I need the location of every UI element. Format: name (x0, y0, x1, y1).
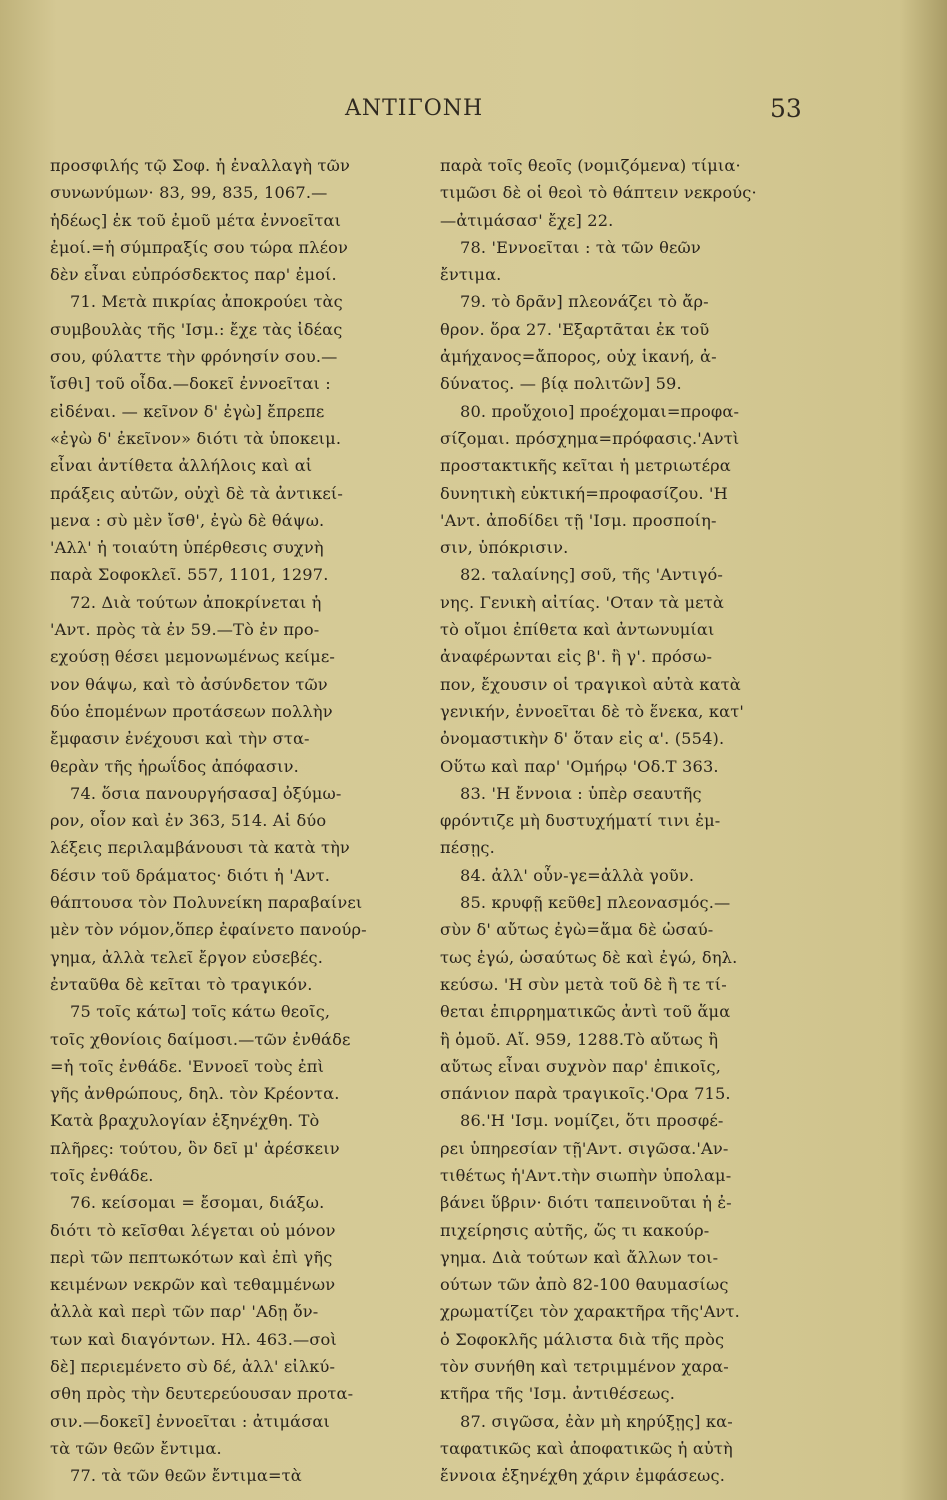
text-line: ρει ὑπηρεσίαν τῇ'Αντ. σιγῶσα.'Αν- (440, 1138, 729, 1158)
right-column (440, 152, 798, 1490)
text-line: των καὶ διαγόντων. Ηλ. 463.—σοὶ (50, 1329, 337, 1349)
text-line: κεύσω. 'Η σὺν μετὰ τοῦ δὲ ἢ τε τί- (440, 974, 727, 994)
text-line: ἀμήχανος=ἄπορος, οὐχ ἱκανή, ἀ- (440, 347, 717, 367)
text-line: ἢ ὁμοῦ. Αἴ. 959, 1288.Τὸ αὔτως ἢ (440, 1029, 719, 1049)
text-line: σθη πρὸς τὴν δευτερεύουσαν προτα- (50, 1384, 354, 1404)
text-line: —ἀτιμάσασ' ἔχε] 22. (440, 210, 614, 230)
text-line: νον θάψω, καὶ τὸ ἀσύνδετον τῶν (50, 674, 328, 694)
text-line: =ἡ τοῖς ἐνθάδε. 'Εννοεῖ τοὺς ἐπὶ (50, 1056, 325, 1076)
page-header (0, 96, 947, 130)
text-line: δέσιν τοῦ δράματος· διότι ἡ 'Αντ. (50, 865, 331, 885)
text-line: θερὰν τῆς ἡρωΐδος ἀπόφασιν. (50, 756, 299, 776)
text-line: θρον. ὅρα 27. 'Εξαρτᾶται ἐκ τοῦ (440, 319, 710, 339)
text-line: σιν, ὑπόκρισιν. (440, 538, 569, 558)
text-line: πιχείρησις αὐτῆς, ὥς τι κακούρ- (440, 1220, 710, 1240)
text-line: γημα, ἀλλὰ τελεῖ ἔργον εὐσεβές. (50, 947, 324, 967)
text-line: κτῆρα τῆς 'Ισμ. ἀντιθέσεως. (440, 1384, 676, 1404)
text-line: πον, ἔχουσιν οἱ τραγικοὶ αὐτὰ κατὰ (440, 674, 741, 694)
text-line: 72. Διὰ τούτων ἀποκρίνεται ἡ (70, 592, 322, 612)
text-line: δὲ] περιεμένετο σὺ δέ, ἀλλ' εἰλκύ- (50, 1357, 336, 1377)
text-line: 78. 'Εννοεῖται : τὰ τῶν θεῶν (460, 237, 701, 257)
page-number: 53 (770, 94, 802, 123)
text-line: σιν.—δοκεῖ] ἐννοεῖται : ἀτιμάσαι (50, 1411, 331, 1431)
text-line: 76. κείσομαι = ἔσομαι, διάξω. (70, 1193, 325, 1213)
text-line: 87. σιγῶσα, ἐὰν μὴ κηρύξῃς] κα- (460, 1411, 733, 1431)
text-line: ὁ Σοφοκλῆς μάλιστα διὰ τῆς πρὸς (440, 1329, 725, 1349)
text-line: 82. ταλαίνης] σοῦ, τῆς 'Αντιγό- (460, 565, 723, 585)
text-line: 84. ἀλλ' οὖν-γε=ἀλλὰ γοῦν. (460, 865, 695, 885)
left-column (50, 152, 405, 1490)
text-line: ἡδέως] ἐκ τοῦ ἐμοῦ μέτα ἐννοεῖται (50, 210, 342, 230)
text-line: ούτων τῶν ἀπὸ 82-100 θαυμασίως (440, 1275, 729, 1295)
running-title: ΑΝΤΙΓΟΝΗ (345, 96, 484, 121)
text-line: ἀλλὰ καὶ περὶ τῶν παρ' 'Αδῃ ὄν- (50, 1302, 319, 1322)
text-line: παρὰ Σοφοκλεῖ. 557, 1101, 1297. (50, 565, 329, 585)
text-line: 'Αντ. πρὸς τὰ ἐν 59.—Τὸ ἐν προ- (50, 620, 320, 640)
text-line: θάπτουσα τὸν Πολυνείκη παραβαίνει (50, 893, 363, 913)
text-line: διότι τὸ κεῖσθαι λέγεται οὐ μόνον (50, 1220, 336, 1240)
text-line: προστακτικῆς κεῖται ἡ μετριωτέρα (440, 456, 731, 476)
text-line: ἔμφασιν ἐνέχουσι καὶ τὴν στα- (50, 729, 310, 749)
text-line: γημα. Διὰ τούτων καὶ ἄλλων τοι- (440, 1247, 719, 1267)
text-line: τιθέτως ἡ'Αντ.τὴν σιωπὴν ὑπολαμ- (440, 1165, 732, 1185)
text-line: σου, φύλαττε τὴν φρόνησίν σου.— (50, 347, 338, 367)
text-line: τοῖς χθονίοις δαίμοσι.—τῶν ἐνθάδε (50, 1029, 351, 1049)
text-line: ρον, οἷον καὶ ἐν 363, 514. Αἱ δύο (50, 811, 327, 831)
text-line: ταφατικῶς καὶ ἀποφατικῶς ἡ αὐτὴ (440, 1438, 733, 1458)
text-line: λέξεις περιλαμβάνουσι τὰ κατὰ τὴν (50, 838, 350, 858)
text-line: προσφιλής τῷ Σοφ. ἡ ἐναλλαγὴ τῶν (50, 156, 350, 175)
text-line: δύο ἑπομένων προτάσεων πολλὴν (50, 701, 333, 721)
text-line: 71. Μετὰ πικρίας ἀποκρούει τὰς (70, 292, 343, 312)
text-line: τοῖς ἐνθάδε. (50, 1165, 154, 1185)
text-line: πλῆρες: τούτου, ὃν δεῖ μ' ἀρέσκειν (50, 1138, 340, 1158)
text-line: παρὰ τοῖς θεοῖς (νομιζόμενα) τίμια· (440, 156, 741, 175)
text-line: τὸ οἴμοι ἐπίθετα καὶ ἀντωνυμίαι (440, 620, 715, 640)
text-line: σίζομαι. πρόσχημα=πρόφασις.'Αντὶ (440, 428, 740, 448)
text-line: αὔτως εἶναι συχνὸν παρ' ἐπικοῖς, (440, 1056, 721, 1076)
text-line: ἐμοί.=ἡ σύμπραξίς σου τώρα πλέον (50, 237, 349, 257)
text-line: νης. Γενικὴ αἰτίας. 'Οταν τὰ μετὰ (440, 592, 724, 612)
text-line: δυνητικὴ εὐκτική=προφασίζου. 'Η (440, 483, 728, 503)
text-line: 83. 'Η ἔννοια : ὑπὲρ σεαυτῆς (460, 783, 702, 803)
text-line: πράξεις αὐτῶν, οὐχὶ δὲ τὰ ἀντικεί- (50, 483, 343, 503)
text-line: γῆς ἀνθρώπους, δηλ. τὸν Κρέοντα. (50, 1084, 340, 1104)
text-line: χρωματίζει τὸν χαρακτῆρα τῆς'Αντ. (440, 1302, 740, 1322)
text-line: μενα : σὺ μὲν ἴσθ', ἐγὼ δὲ θάψω. (50, 510, 325, 530)
text-line: 85. κρυφῇ κεῦθε] πλεονασμός.— (460, 893, 731, 913)
text-line: Κατὰ βραχυλογίαν ἐξηνέχθη. Τὸ (50, 1111, 320, 1131)
text-line: περὶ τῶν πεπτωκότων καὶ ἐπὶ γῆς (50, 1247, 333, 1267)
text-line: εχούσῃ θέσει μεμονωμένως κείμε- (50, 647, 335, 667)
text-line: 74. ὅσια πανουργήσασα] ὀξύμω- (70, 783, 342, 803)
text-line: πέσῃς. (440, 838, 495, 858)
text-line: μὲν τὸν νόμον,ὅπερ ἐφαίνετο πανούρ- (50, 920, 367, 940)
text-line: 79. τὸ δρᾶν] πλεονάζει τὸ ἄρ- (460, 292, 709, 312)
text-line: ἔντιμα. (440, 265, 502, 285)
text-line: συνωνύμων· 83, 99, 835, 1067.— (50, 183, 328, 203)
text-line: εἰδέναι. — κεῖνον δ' ἐγὼ] ἔπρεπε (50, 401, 325, 421)
text-line: ἔννοια ἐξηνέχθη χάριν ἐμφάσεως. (440, 1466, 726, 1486)
text-line: 'Αντ. ἀποδίδει τῇ 'Ισμ. προσποίη- (440, 510, 717, 530)
text-line: συμβουλὰς τῆς 'Ισμ.: ἔχε τὰς ἰδέας (50, 319, 343, 339)
text-line: δὲν εἶναι εὐπρόσδεκτος παρ' ἐμοί. (50, 265, 337, 285)
text-line: ἐνταῦθα δὲ κεῖται τὸ τραγικόν. (50, 974, 313, 994)
text-line: θεται ἐπιρρηματικῶς ἀντὶ τοῦ ἅμα (440, 1002, 731, 1022)
text-line: βάνει ὕβριν· διότι ταπεινοῦται ἡ ἐ- (440, 1193, 732, 1213)
text-line: γενικήν, ἐννοεῖται δὲ τὸ ἕνεκα, κατ' (440, 701, 744, 721)
text-line: ἀναφέρωνται εἰς β'. ἢ γ'. πρόσω- (440, 647, 713, 667)
text-line: ὀνομαστικὴν δ' ὅταν εἰς α'. (554). (440, 729, 725, 749)
text-line: τιμῶσι δὲ οἱ θεοὶ τὸ θάπτειν νεκρούς· (440, 183, 757, 203)
text-line: σπάνιον παρὰ τραγικοῖς.'Ορα 715. (440, 1084, 731, 1104)
text-line: 86.'Η 'Ισμ. νομίζει, ὅτι προσφέ- (460, 1111, 724, 1131)
text-line: «ἐγὼ δ' ἐκεῖνον» διότι τὰ ὑποκειμ. (50, 428, 342, 448)
text-line: κειμένων νεκρῶν καὶ τεθαμμένων (50, 1275, 336, 1295)
text-line: φρόντιζε μὴ δυστυχήματί τινι ἐμ- (440, 811, 721, 831)
text-line: Οὕτω καὶ παρ' 'Ομήρῳ 'Οδ.Τ 363. (440, 756, 719, 776)
text-line: 'Αλλ' ἡ τοιαύτη ὑπέρθεσις συχνὴ (50, 538, 324, 558)
text-line: δύνατος. — βίᾳ πολιτῶν] 59. (440, 374, 682, 394)
text-line: σὺν δ' αὔτως ἐγὼ=ἅμα δὲ ὡσαύ- (440, 920, 714, 940)
text-line: τὸν συνήθη καὶ τετριμμένον χαρα- (440, 1357, 729, 1377)
text-line: 75 τοῖς κάτω] τοῖς κάτω θεοῖς, (70, 1002, 331, 1022)
text-line: ἴσθι] τοῦ οἶδα.—δοκεῖ ἐννοεῖται : (50, 374, 331, 394)
text-line: τως ἐγώ, ὡσαύτως δὲ καὶ ἐγώ, δηλ. (440, 947, 738, 967)
text-line: 77. τὰ τῶν θεῶν ἔντιμα=τὰ (70, 1466, 302, 1486)
text-line: 80. προὔχοιο] προέχομαι=προφα- (460, 401, 740, 421)
text-line: εἶναι ἀντίθετα ἀλλήλοις καὶ αἱ (50, 456, 313, 476)
text-line: τὰ τῶν θεῶν ἔντιμα. (50, 1438, 222, 1458)
